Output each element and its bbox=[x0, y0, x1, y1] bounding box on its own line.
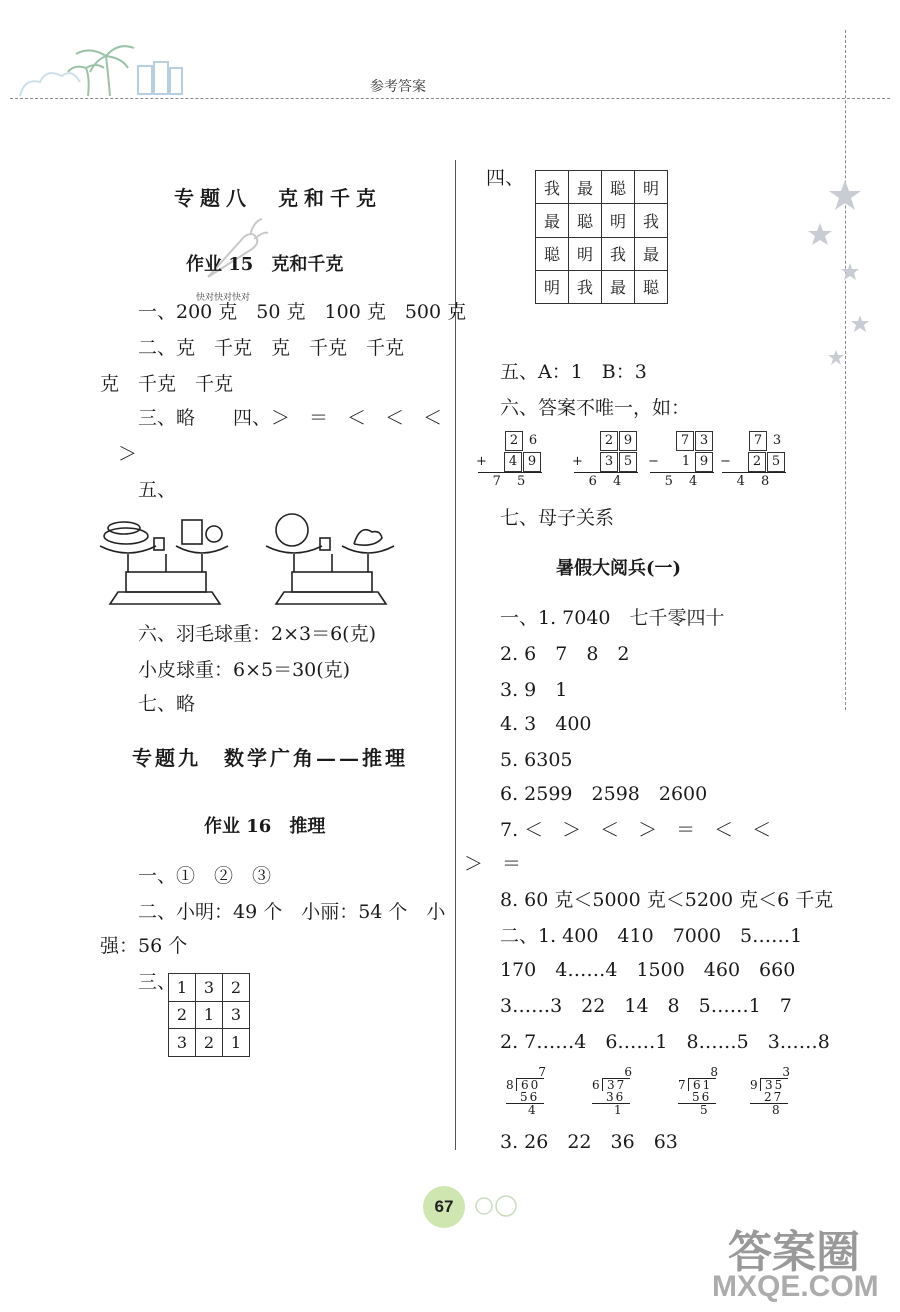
star-icon bbox=[828, 350, 844, 365]
long-division-examples bbox=[506, 1066, 796, 1122]
hw15-q3-q4-line1: 三、略 四、＞ ＝ ＜ ＜ ＜ bbox=[138, 407, 443, 429]
operator-sign: − bbox=[720, 454, 731, 469]
long-division bbox=[678, 1066, 732, 1116]
grid-cell: 1 bbox=[196, 1001, 223, 1029]
review-part1-line1: 一、1. 7040 七千零四十 bbox=[500, 607, 725, 629]
boxed-digit: 2 bbox=[600, 431, 618, 451]
grid-cell: 聪 bbox=[569, 204, 602, 237]
result: 6 4 bbox=[588, 474, 628, 489]
stars-decoration bbox=[800, 175, 870, 375]
digit: 1 bbox=[681, 454, 691, 469]
grid-cell: 明 bbox=[635, 171, 668, 204]
vertical-arithmetic bbox=[476, 430, 542, 491]
boxed-digit: 9 bbox=[695, 452, 713, 472]
grid-cell: 聪 bbox=[635, 270, 668, 303]
duck-icon bbox=[354, 530, 382, 545]
header-title: 参考答案 bbox=[370, 79, 426, 95]
q4-word-grid bbox=[535, 170, 668, 304]
grid-cell: 我 bbox=[602, 237, 635, 270]
header-divider bbox=[10, 98, 890, 99]
grid-cell: 3 bbox=[169, 1029, 196, 1057]
boxed-digit: 2 bbox=[505, 431, 523, 451]
quotient: 6 bbox=[624, 1065, 632, 1079]
q4-label: 四、 bbox=[486, 167, 525, 189]
hw15-q6-line1: 六、羽毛球重：2×3＝6(克) bbox=[138, 623, 377, 645]
page-number: 67 bbox=[423, 1186, 465, 1228]
star-icon bbox=[808, 223, 832, 245]
vertical-arithmetic bbox=[572, 430, 638, 491]
arithmetic-examples bbox=[476, 430, 786, 492]
operator-sign: − bbox=[648, 454, 659, 469]
review-part1-line3: 3. 9 1 bbox=[500, 679, 568, 701]
hw15-q7: 七、略 bbox=[138, 693, 196, 715]
result: 5 4 bbox=[664, 474, 704, 489]
operator-sign: + bbox=[572, 454, 583, 469]
quotient: 3 bbox=[782, 1065, 790, 1079]
long-division bbox=[592, 1066, 646, 1116]
grid-cell: 最 bbox=[536, 204, 569, 237]
grid-cell: 3 bbox=[196, 974, 223, 1002]
grid-cell: 我 bbox=[635, 204, 668, 237]
remainder: 1 bbox=[614, 1103, 622, 1117]
divisor: 6 bbox=[592, 1078, 600, 1092]
grid-cell: 我 bbox=[536, 171, 569, 204]
hw15-q4-line2: ＞ bbox=[118, 443, 138, 465]
grid-cell: 明 bbox=[536, 270, 569, 303]
grid-cell: 1 bbox=[169, 974, 196, 1002]
watermelon-icon bbox=[276, 514, 308, 546]
dividend: 37 bbox=[602, 1078, 630, 1091]
section-8-title: 专题八 克和千克 bbox=[174, 186, 382, 210]
review-part2-line4: 2. 7……4 6……1 8……5 3……8 bbox=[500, 1031, 830, 1053]
boxed-digit: 2 bbox=[748, 452, 766, 472]
subtrahend: 36 bbox=[592, 1091, 630, 1104]
hw16-q1: 一、① ② ③ bbox=[138, 865, 272, 887]
review-part1-line8: 8. 60 克＜5000 克＜5200 克＜6 千克 bbox=[500, 889, 834, 911]
quotient: 8 bbox=[710, 1065, 718, 1079]
result: 7 5 bbox=[492, 474, 532, 489]
q6-answer: 六、答案不唯一，如： bbox=[500, 397, 691, 419]
hw15-q2-line2: 克 千克 千克 bbox=[100, 373, 234, 395]
scale-icon bbox=[100, 520, 228, 604]
hw15-q2-line1: 二、克 千克 克 千克 千克 bbox=[138, 337, 405, 359]
review-title: 暑假大阅兵(一) bbox=[556, 558, 682, 579]
watermark-url: MXQE.COM bbox=[712, 1270, 879, 1303]
digit: 3 bbox=[772, 433, 782, 448]
scale-icon bbox=[266, 514, 394, 604]
hw15-q1: 一、200 克 50 克 100 克 500 克 bbox=[138, 301, 467, 323]
operator-sign: + bbox=[476, 454, 487, 469]
grid-cell: 明 bbox=[602, 204, 635, 237]
q5-answer: 五、A：1 B：3 bbox=[500, 361, 647, 383]
footer-bubbles bbox=[470, 1190, 530, 1220]
balance-scale-illustration bbox=[98, 510, 398, 610]
remainder: 8 bbox=[772, 1103, 780, 1117]
boxed-digit: 9 bbox=[523, 452, 541, 472]
remainder: 4 bbox=[528, 1103, 536, 1117]
header-decoration bbox=[10, 38, 210, 98]
hw16-q2-line2: 强：56 个 bbox=[100, 935, 188, 957]
grid-cell: 2 bbox=[196, 1029, 223, 1057]
jar-icon bbox=[182, 520, 202, 544]
hw15-q6-line2: 小皮球重：6×5＝30(克) bbox=[138, 659, 351, 681]
section-9-title: 专题九 数学广角——推理 bbox=[132, 746, 408, 770]
hw16-number-grid bbox=[168, 973, 250, 1057]
subtrahend: 27 bbox=[750, 1091, 788, 1104]
star-icon bbox=[851, 315, 869, 332]
watermark-logo: 答案圈 bbox=[728, 1228, 860, 1277]
dividend: 35 bbox=[760, 1078, 788, 1091]
grid-cell: 1 bbox=[223, 1029, 250, 1057]
vertical-arithmetic bbox=[720, 430, 786, 491]
grid-cell: 2 bbox=[223, 974, 250, 1002]
review-part2-line5: 3. 26 22 36 63 bbox=[500, 1131, 678, 1153]
grid-cell: 最 bbox=[635, 237, 668, 270]
result: 4 8 bbox=[736, 474, 776, 489]
grid-cell: 最 bbox=[569, 171, 602, 204]
subtrahend: 56 bbox=[678, 1091, 716, 1104]
grid-cell: 聪 bbox=[602, 171, 635, 204]
review-part1-line5: 5. 6305 bbox=[500, 749, 573, 771]
grid-cell: 聪 bbox=[536, 237, 569, 270]
grid-cell: 2 bbox=[169, 1001, 196, 1029]
review-part1-line7: 7. ＜ ＞ ＜ ＞ ＝ ＜ ＜ bbox=[500, 819, 772, 841]
dividend: 61 bbox=[688, 1078, 716, 1091]
q7-answer: 七、母子关系 bbox=[500, 507, 615, 529]
review-part2-line2: 170 4……4 1500 460 660 bbox=[500, 959, 796, 981]
review-part1-line6: 6. 2599 2598 2600 bbox=[500, 783, 708, 805]
grid-cell: 最 bbox=[602, 270, 635, 303]
star-icon bbox=[829, 180, 861, 210]
subtrahend: 56 bbox=[506, 1091, 544, 1104]
grid-cell: 明 bbox=[569, 237, 602, 270]
grid-cell: 我 bbox=[569, 270, 602, 303]
review-part2-line3: 3……3 22 14 8 5……1 7 bbox=[500, 995, 792, 1017]
digit: 6 bbox=[528, 433, 538, 448]
toy-icon bbox=[206, 526, 222, 542]
long-division bbox=[506, 1066, 560, 1116]
boxed-digit: 7 bbox=[676, 431, 694, 451]
divisor: 7 bbox=[678, 1078, 686, 1092]
hw15-q5: 五、 bbox=[138, 479, 177, 501]
vertical-arithmetic bbox=[648, 430, 714, 491]
hw16-q2-line1: 二、小明：49 个 小丽：54 个 小 bbox=[138, 901, 446, 923]
boxed-digit: 4 bbox=[504, 452, 522, 472]
hw16-q3: 三、 bbox=[138, 971, 177, 993]
boxed-digit: 5 bbox=[767, 452, 785, 472]
homework-15-title: 作业 15 克和千克 bbox=[186, 254, 344, 275]
quotient: 7 bbox=[538, 1065, 546, 1079]
long-division bbox=[750, 1066, 804, 1116]
palm-tree-icon bbox=[68, 46, 134, 96]
cloud-icon bbox=[20, 73, 80, 96]
boxed-digit: 9 bbox=[619, 431, 637, 451]
star-icon bbox=[841, 263, 859, 280]
grid-cell: 3 bbox=[223, 1001, 250, 1029]
boxed-digit: 5 bbox=[619, 452, 637, 472]
stamp-text: 快对快对快对 bbox=[196, 293, 251, 303]
remainder: 5 bbox=[700, 1103, 708, 1117]
divisor: 9 bbox=[750, 1078, 758, 1092]
boxed-digit: 3 bbox=[600, 452, 618, 472]
dividend: 60 bbox=[516, 1078, 544, 1091]
books-icon bbox=[138, 62, 182, 94]
review-part2-line1: 二、1. 400 410 7000 5……1 bbox=[500, 925, 803, 947]
boxed-digit: 3 bbox=[695, 431, 713, 451]
review-part1-line2: 2. 6 7 8 2 bbox=[500, 643, 630, 665]
review-part1-line7-cont: ＞ ＝ bbox=[464, 853, 522, 875]
boxed-digit: 7 bbox=[749, 431, 767, 451]
divisor: 8 bbox=[506, 1078, 514, 1092]
review-part1-line4: 4. 3 400 bbox=[500, 713, 592, 735]
homework-16-title: 作业 16 推理 bbox=[204, 816, 326, 837]
